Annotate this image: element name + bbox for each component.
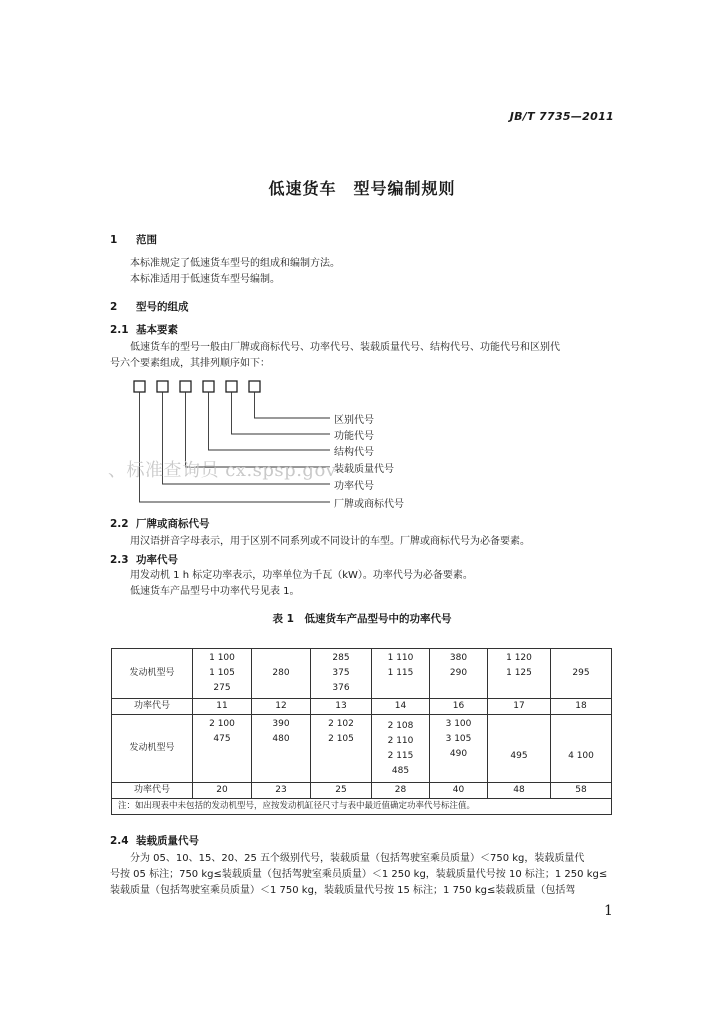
table-cell: 12 bbox=[252, 699, 311, 715]
table-cell: 285 375 376 bbox=[311, 649, 372, 699]
table-cell: 17 bbox=[488, 699, 551, 715]
table-cell: 14 bbox=[372, 699, 430, 715]
section-2-4-para-2: 号按 05 标注；750 kg≤装载质量（包括驾驶室乘员质量）＜1 250 kg，装载质量代号按 10 标注；1 250 kg≤ bbox=[110, 869, 608, 880]
section-2-3-heading bbox=[110, 552, 178, 567]
section-2-1-para-1: 低速货车的型号一般由厂牌或商标代号、功率代号、装载质量代号、结构代号、功能代号和区别代 bbox=[130, 342, 560, 353]
section-number: 2.4 bbox=[110, 835, 129, 847]
section-number: 2 bbox=[110, 301, 118, 313]
table-cell: 495 bbox=[488, 715, 551, 783]
element-box-4 bbox=[203, 381, 214, 392]
element-box-5 bbox=[226, 381, 237, 392]
table-cell: 2 102 2 105 bbox=[311, 715, 372, 783]
element-box-1 bbox=[134, 381, 145, 392]
table-cell: 16 bbox=[430, 699, 488, 715]
section-1-para-1: 本标准规定了低速货车型号的组成和编制方法。 bbox=[130, 258, 340, 269]
table-cell: 20 bbox=[193, 783, 252, 799]
table-cell: 280 bbox=[252, 649, 311, 699]
document-title: 低速货车 型号编制规则 bbox=[268, 179, 456, 198]
diagram-label-2: 功能代号 bbox=[334, 431, 374, 442]
table-cell: 13 bbox=[311, 699, 372, 715]
section-title: 范围 bbox=[136, 234, 157, 246]
page-number: 1 bbox=[604, 903, 613, 919]
table-cell: 3 100 3 105 490 bbox=[430, 715, 488, 783]
leader-line-2 bbox=[232, 392, 331, 434]
table-cell: 1 110 1 115 bbox=[372, 649, 430, 699]
element-box-6 bbox=[249, 381, 260, 392]
watermark-text: 、标准查询员 cx.spsp.gov bbox=[108, 460, 337, 481]
table-row bbox=[112, 649, 612, 699]
table-cell: 11 bbox=[193, 699, 252, 715]
section-number: 2.3 bbox=[110, 554, 129, 566]
table-note: 注：如出现表中未包括的发动机型号，应按发动机缸径尺寸与表中最近值确定功率代号标注值。 bbox=[112, 799, 612, 815]
section-2-3-para-2: 低速货车产品型号中功率代号见表 1。 bbox=[130, 586, 300, 597]
section-1-para-2: 本标准适用于低速货车型号编制。 bbox=[130, 274, 280, 285]
table-cell: 2 100 475 bbox=[193, 715, 252, 783]
table-cell: 4 100 bbox=[551, 715, 612, 783]
diagram-label-1: 区别代号 bbox=[334, 415, 374, 426]
diagram-label-3: 结构代号 bbox=[334, 447, 374, 458]
table-cell: 380 290 bbox=[430, 649, 488, 699]
table-cell: 25 bbox=[311, 783, 372, 799]
diagram-label-5: 功率代号 bbox=[334, 481, 374, 492]
table-cell: 23 bbox=[252, 783, 311, 799]
section-title: 装载质量代号 bbox=[136, 835, 199, 847]
table-cell: 390 480 bbox=[252, 715, 311, 783]
leader-line-3 bbox=[209, 392, 331, 450]
table-row bbox=[112, 783, 612, 799]
section-title: 功率代号 bbox=[136, 554, 178, 566]
section-2-2-para-1: 用汉语拼音字母表示，用于区别不同系列或不同设计的车型。厂牌或商标代号为必备要素。 bbox=[130, 536, 530, 547]
section-title: 型号的组成 bbox=[136, 301, 189, 313]
section-1-heading bbox=[110, 232, 157, 247]
section-number: 1 bbox=[110, 234, 118, 246]
leader-line-1 bbox=[255, 392, 331, 418]
table-note-row bbox=[112, 799, 612, 815]
section-2-heading bbox=[110, 299, 189, 314]
table-cell: 40 bbox=[430, 783, 488, 799]
element-box-3 bbox=[180, 381, 191, 392]
section-title: 厂牌或商标代号 bbox=[136, 518, 210, 530]
element-box-2 bbox=[157, 381, 168, 392]
table-cell: 1 120 1 125 bbox=[488, 649, 551, 699]
table-cell: 2 108 2 110 2 115 485 bbox=[372, 715, 430, 783]
table-cell: 48 bbox=[488, 783, 551, 799]
row-header: 发动机型号 bbox=[112, 649, 193, 699]
section-2-4-para-1: 分为 05、10、15、20、25 五个级别代号，装载质量（包括驾驶室乘员质量）＜750 kg，装载质量代 bbox=[130, 853, 585, 864]
table-cell: 18 bbox=[551, 699, 612, 715]
table-cell: 295 bbox=[551, 649, 612, 699]
table-cell: 58 bbox=[551, 783, 612, 799]
row-header: 发动机型号 bbox=[112, 715, 193, 783]
table-row bbox=[112, 715, 612, 783]
section-2-1-para-2: 号六个要素组成，其排列顺序如下： bbox=[110, 358, 270, 369]
document-code: JB/T 7735—2011 bbox=[509, 110, 614, 123]
leader-line-6 bbox=[140, 392, 331, 502]
diagram-label-6: 厂牌或商标代号 bbox=[334, 499, 404, 510]
power-code-table bbox=[111, 648, 612, 815]
section-2-4-heading bbox=[110, 833, 199, 848]
row-header: 功率代号 bbox=[112, 783, 193, 799]
section-number: 2.2 bbox=[110, 518, 129, 530]
table-cell: 28 bbox=[372, 783, 430, 799]
table-1-caption: 表 1 低速货车产品型号中的功率代号 bbox=[272, 613, 452, 625]
section-title: 基本要素 bbox=[136, 324, 178, 336]
table-cell: 1 100 1 105 275 bbox=[193, 649, 252, 699]
diagram-label-4: 装载质量代号 bbox=[334, 464, 394, 475]
section-2-3-para-1: 用发动机 1 h 标定功率表示，功率单位为千瓦（kW）。功率代号为必备要素。 bbox=[130, 570, 473, 581]
section-2-1-heading bbox=[110, 322, 178, 337]
section-2-2-heading bbox=[110, 516, 210, 531]
section-number: 2.1 bbox=[110, 324, 129, 336]
table-row bbox=[112, 699, 612, 715]
section-2-4-para-3: 装载质量（包括驾驶室乘员质量）＜1 750 kg，装载质量代号按 15 标注；1 750 kg≤装载质量（包括驾 bbox=[110, 885, 576, 896]
row-header: 功率代号 bbox=[112, 699, 193, 715]
